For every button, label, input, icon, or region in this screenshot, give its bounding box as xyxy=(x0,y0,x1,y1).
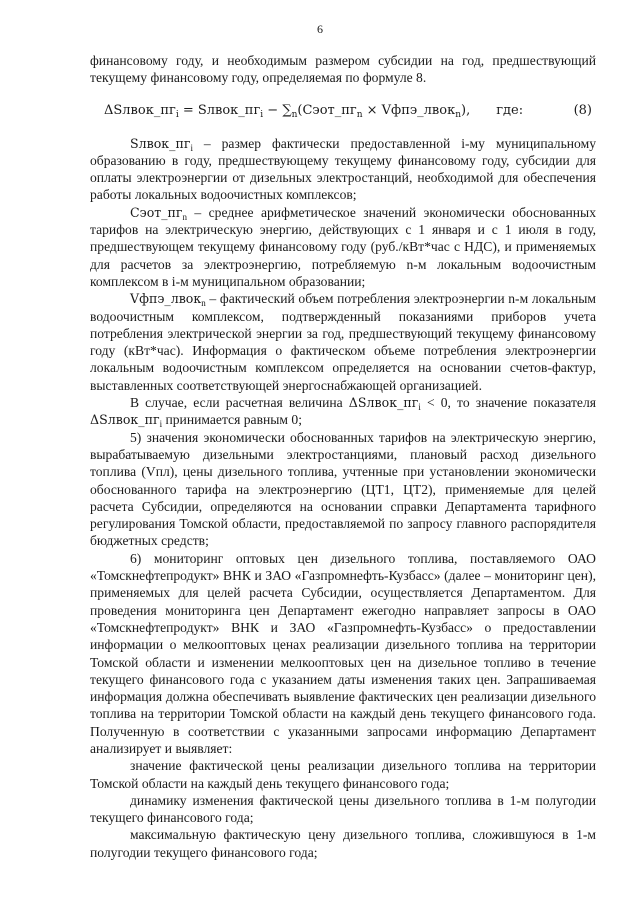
list-item: максимальную фактическую цену дизельного топлива, сложившуюся в 1-м полугодии текущего финансового года; xyxy=(90,827,596,860)
intro-paragraph: финансовому году, и необходимым размером субсидии на год, предшествующий текущему финансовому году, определяемая по формуле 8. xyxy=(90,53,596,86)
page-number: 6 xyxy=(317,22,323,36)
definition-paragraph: $Sлвок\_пг_i$ – размер фактически предоставленной i-му муниципальному образованию в году, предшествующему текущему финансовому году, субсидии для оплаты электроэнергии от дизельных электростанций, необходимой для обеспечения работы локальных водоочистных комплексов; xyxy=(90,135,596,203)
item-6-paragraph: 6) мониторинг оптовых цен дизельного топлива, поставляемого ОАО «Томскнефтепродукт» ВНК и ЗАО «Газпромнефть-Кузбасс» (далее – мониторинг цен), применяемых для целей расчета Субсидии, осуществляется Департаментом. Для проведения мониторинга цен Департамент ежегодно направляет запросы в ОАО «Томскнефтепродукт» ВНК и ЗАО «Газпромнефть-Кузбасс» о предоставлении информации о мелкооптовых ценах реализации дизельного топлива на территории Томской области и изменении мелкооптовых цен на дизельное топливо в течение текущего финансового года с указанием даты изменения таких цен. Запрашиваемая информация должна обеспечивать выявление фактических цен реализации дизельного топлива на территории Томской области на каждый день текущего финансового года. Полученную в соответствии с указанными запросами информацию Департамент анализирует и выявляет: xyxy=(90,550,596,756)
formula-where: где: xyxy=(496,102,524,118)
definition-paragraph: Vфпэ_лвок$_n$ – фактический объем потребления электроэнергии n-м локальным водоочистным комплексом, подтвержденный показаниями приборов учета потребления электрической энергии за год, предшествующий текущему финансовому году (кВт*час). Информация о фактическом объеме потребления электроэнергии локальным водоочистным комплексом определяется на основании счетов-фактур, выставленных соответствующей энергоснабжающей организацией. xyxy=(90,291,596,393)
document-body xyxy=(90,52,596,861)
condition-paragraph: В случае, если расчетная величина $\Delta Sлвок\_пг_i < 0$, то значение показателя $\Delta Sлвок\_пг_i$ принимается равным 0; xyxy=(90,395,596,430)
list-item: динамику изменения фактической цены дизельного топлива в 1-м полугодии текущего финансового года; xyxy=(90,792,596,826)
item-5-paragraph: 5) значения экономически обоснованных тарифов на электрическую энергию, вырабатываемую дизельными электростанциями, плановый расход дизельного топлива (Vпл), цены дизельного топлива, учтенные при установлении экономически обоснованного тарифа на электроэнергию (ЦТ1, ЦТ2), применяемые для целей расчета Субсидии, определяются на основании справки Департамента тарифного регулирования Томской области, предоставляемой по запросу главного распорядителя бюджетных средств; xyxy=(90,429,596,549)
definition-paragraph: $Сэот\_пг_n$ – среднее арифметическое значений экономически обоснованных тарифов на электрическую энергию, действующих с 1 января и с 1 июля в году, предшествующем текущему финансовому году (руб./кВт*час с НДС), и применяемых для расчетов за электроэнергию, потребляемую n-м локальным водоочистным комплексом в i-м муниципальном образовании; xyxy=(90,204,596,289)
list-item: значение фактической цены реализации дизельного топлива на территории Томской области на каждый день текущего финансового года; xyxy=(90,758,596,791)
formula-expression: $\Delta Sлвок\_пг_i$ = $Sлвок\_пг_i$ − $\sum_n(Сэот\_пг_n$ × Vфпэ_лвок$_n$), xyxy=(104,102,471,120)
formula-number: (8) xyxy=(573,102,592,118)
formula-8 xyxy=(90,102,596,119)
